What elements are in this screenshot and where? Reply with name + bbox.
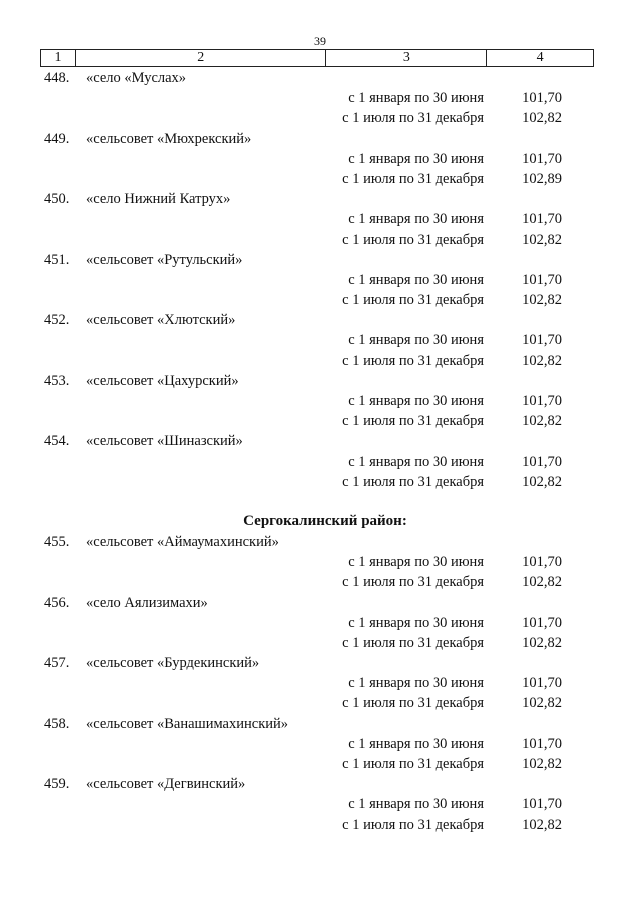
table-row-entry (0, 532, 640, 552)
period-label: с 1 июля по 31 декабря (342, 756, 484, 772)
table-row-period (0, 290, 640, 310)
table-row-period (0, 673, 640, 693)
table-row-period (0, 391, 640, 411)
period-label: с 1 июля по 31 декабря (342, 352, 484, 369)
period-label: с 1 июля по 31 декабря (342, 473, 484, 490)
period-label: с 1 июля по 31 декабря (342, 292, 484, 309)
entry-number: 451. (44, 251, 70, 268)
district-heading: Сергокалинский район: (243, 512, 407, 529)
period-label: с 1 июля по 31 декабря (342, 574, 484, 591)
table-row-entry (0, 714, 640, 734)
table-row-period (0, 815, 640, 835)
period-label: с 1 июля по 31 декабря (342, 231, 484, 248)
period-label: с 1 января по 30 июня (348, 796, 484, 813)
coefficient-value: 102,82 (522, 695, 562, 712)
table-row-entry (0, 371, 640, 391)
entry-name: «сельсовет «Аймаумахинский» (86, 533, 279, 550)
coefficient-value: 101,70 (522, 453, 562, 470)
period-label: с 1 июля по 31 декабря (342, 634, 484, 651)
period-label: с 1 июля по 31 декабря (342, 816, 484, 833)
table-row-period (0, 572, 640, 592)
table-row-period (0, 169, 640, 189)
entry-number: 449. (44, 130, 70, 147)
period-label: с 1 января по 30 июня (348, 393, 484, 409)
entry-name: «сельсовет «Шиназский» (86, 433, 243, 450)
period-label: с 1 января по 30 июня (348, 150, 484, 167)
table-row-period (0, 452, 640, 472)
coefficient-value: 102,82 (522, 292, 562, 309)
table-row-entry (0, 250, 640, 270)
coefficient-value: 101,70 (522, 675, 562, 692)
entry-number: 452. (44, 312, 70, 329)
table-row-period (0, 552, 640, 572)
page-number: 39 (314, 34, 326, 48)
table-row-entry (0, 129, 640, 149)
entry-name: «сельсовет «Бурдекинский» (86, 655, 260, 672)
coefficient-value: 102,82 (522, 473, 562, 490)
table-row-entry (0, 774, 640, 794)
entry-name: «село Аялизимахи» (86, 594, 208, 611)
period-label: с 1 января по 30 июня (348, 211, 484, 228)
period-label: с 1 января по 30 июня (348, 735, 484, 752)
column-header-3: 3 (326, 50, 487, 67)
table-row-period (0, 754, 640, 774)
column-header-4: 4 (487, 50, 594, 67)
table-row-period (0, 330, 640, 350)
entry-number: 450. (44, 191, 70, 208)
entry-number: 456. (44, 594, 70, 611)
table-row-period (0, 108, 640, 128)
period-label: с 1 января по 30 июня (348, 554, 484, 571)
table-row-period (0, 734, 640, 754)
coefficient-value: 101,70 (522, 211, 562, 228)
entry-number: 459. (44, 776, 70, 793)
coefficient-value: 101,70 (522, 554, 562, 571)
coefficient-value: 101,70 (522, 614, 562, 631)
table-row-period (0, 209, 640, 229)
period-label: с 1 июля по 31 декабря (342, 695, 484, 712)
table-row-period (0, 149, 640, 169)
table-row-entry (0, 653, 640, 673)
table-row-period (0, 613, 640, 633)
entry-number: 454. (44, 433, 70, 450)
table-row-period (0, 693, 640, 713)
coefficient-value: 102,82 (522, 413, 562, 430)
entry-name: «сельсовет «Цахурский» (86, 372, 239, 389)
coefficient-value: 101,70 (522, 271, 562, 288)
period-label: с 1 июля по 31 декабря (342, 110, 484, 127)
entry-number: 448. (44, 70, 70, 86)
coefficient-value: 101,70 (522, 332, 562, 349)
coefficient-value: 101,70 (522, 735, 562, 752)
table-row-period (0, 633, 640, 653)
table-row-entry (0, 189, 640, 209)
coefficient-value: 102,82 (522, 231, 562, 248)
entry-name: «сельсовет «Мюхрекский» (86, 130, 252, 147)
table-row-period (0, 472, 640, 492)
coefficient-value: 102,82 (522, 634, 562, 651)
coefficient-value: 102,82 (522, 574, 562, 591)
table-row-entry (0, 431, 640, 451)
column-header-row (41, 50, 594, 67)
entry-name: «сельсовет «Дегвинский» (86, 776, 246, 793)
entry-name: «село Нижний Катрух» (86, 191, 231, 208)
period-label: с 1 января по 30 июня (348, 453, 484, 470)
table-row-period (0, 230, 640, 250)
coefficient-value: 102,82 (522, 816, 562, 833)
period-label: с 1 января по 30 июня (348, 90, 484, 107)
coefficient-value: 102,82 (522, 756, 562, 772)
coefficient-value: 101,70 (522, 393, 562, 409)
entry-name: «село «Муслах» (86, 70, 187, 86)
period-label: с 1 января по 30 июня (348, 675, 484, 692)
period-label: с 1 января по 30 июня (348, 271, 484, 288)
table-row-period (0, 270, 640, 290)
entry-number: 457. (44, 655, 70, 672)
column-header-1: 1 (41, 50, 76, 67)
entry-name: «сельсовет «Хлютский» (86, 312, 236, 329)
coefficient-value: 101,70 (522, 796, 562, 813)
entry-number: 453. (44, 372, 70, 389)
table-row-entry (0, 593, 640, 613)
table-row-period (0, 351, 640, 371)
period-label: с 1 января по 30 июня (348, 614, 484, 631)
coefficient-value: 102,89 (522, 170, 562, 187)
coefficient-value: 102,82 (522, 352, 562, 369)
table-body (0, 68, 640, 835)
column-header-2: 2 (75, 50, 326, 67)
coefficient-value: 101,70 (522, 150, 562, 167)
table-row-period (0, 794, 640, 814)
entry-name: «сельсовет «Ванашимахинский» (86, 715, 289, 732)
entry-number: 458. (44, 715, 70, 732)
entries-block-1 (0, 68, 640, 492)
entries-block-2 (0, 532, 640, 835)
coefficient-value: 101,70 (522, 90, 562, 107)
table-row-entry (0, 68, 640, 88)
period-label: с 1 июля по 31 декабря (342, 413, 484, 430)
entry-number: 455. (44, 533, 70, 550)
table-row-period (0, 88, 640, 108)
table-row-period (0, 411, 640, 431)
period-label: с 1 июля по 31 декабря (342, 170, 484, 187)
column-header-table (40, 49, 594, 67)
table-row-entry (0, 310, 640, 330)
coefficient-value: 102,82 (522, 110, 562, 127)
period-label: с 1 января по 30 июня (348, 332, 484, 349)
entry-name: «сельсовет «Рутульский» (86, 251, 243, 268)
